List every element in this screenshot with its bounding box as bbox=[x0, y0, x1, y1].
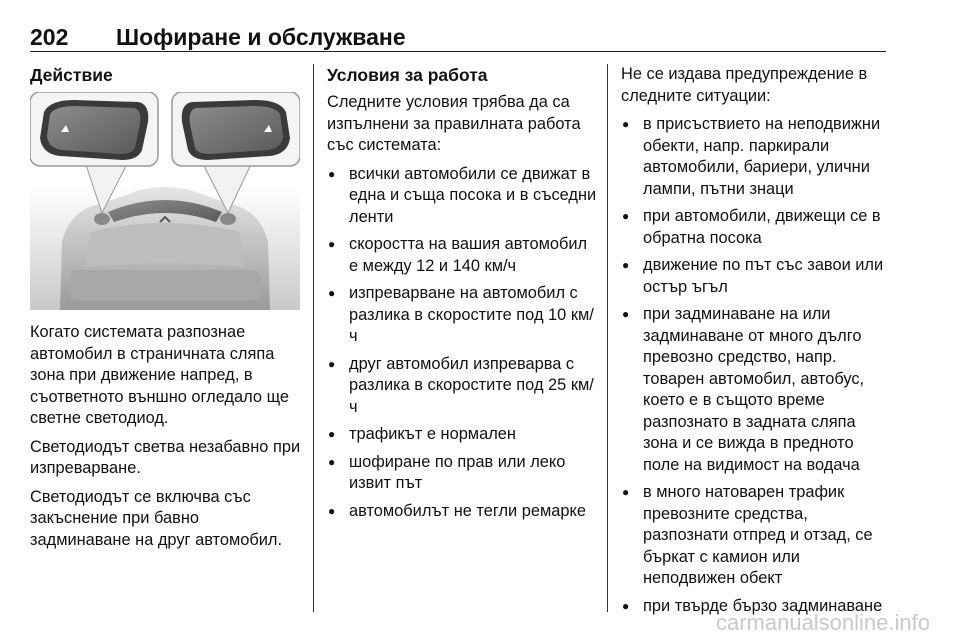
column-divider bbox=[607, 64, 608, 612]
section-heading-conditions: Условия за работа bbox=[327, 65, 488, 85]
list-item: ● в присъствието на неподвижни обекти, напр. паркирали автомобили, бариери, улични лампи, пътни знаци bbox=[621, 114, 891, 200]
column-1-text bbox=[30, 322, 302, 558]
paragraph: Следните условия трябва да са изпълнени за правилната работа със системата: bbox=[327, 93, 581, 154]
no-warning-list bbox=[621, 114, 891, 617]
list-item: ● движение по път със завои или остър ъгъл bbox=[621, 255, 891, 298]
paragraph: Не се издава предупреждение в следните ситуации: bbox=[621, 65, 868, 105]
column-divider bbox=[313, 64, 314, 612]
column-3 bbox=[621, 64, 891, 623]
column-2 bbox=[327, 64, 597, 528]
page-header bbox=[30, 24, 890, 52]
list-item: ● всички автомобили се движат в една и съща посока и в съседни ленти bbox=[327, 164, 597, 229]
list-item: ● автомобилът не тегли ремарке bbox=[327, 501, 597, 523]
list-item: ● трафикът е нормален bbox=[327, 424, 597, 446]
paragraph: Светодиодът светва незабавно при изпреварване. bbox=[30, 437, 301, 477]
section-heading-operation: Действие bbox=[30, 65, 113, 85]
paragraph: Светодиодът се включва със закъснение при бавно задминаване на друг автомобил. bbox=[30, 487, 283, 549]
list-item: ● скоростта на вашия автомобил е между 12 и 140 км/ч bbox=[327, 234, 597, 277]
column-1 bbox=[30, 64, 302, 92]
watermark: carmanualsonline.info bbox=[715, 610, 930, 635]
conditions-list bbox=[327, 164, 597, 523]
list-item: ● изпреварване на автомобил с разлика в скоростите под 10 км/ч bbox=[327, 283, 597, 348]
chapter-title: Шофиране и обслужване bbox=[116, 24, 406, 50]
page-number: 202 bbox=[30, 24, 69, 50]
list-item: ● при автомобили, движещи се в обратна посока bbox=[621, 206, 891, 249]
list-item: ● при задминаване на или задминаване от много дълго превозно средство, напр. товарен автомобил, автобус, което е в същото време разпознато в задната сляпа зона и се вижда в предното поле на видимост на водача bbox=[621, 304, 891, 476]
list-item: ● шофиране по прав или леко извит път bbox=[327, 452, 597, 495]
paragraph: Когато системата разпознае автомобил в страничната сляпа зона при движение напред, в съответното външно огледало ще светне светодиод. bbox=[30, 323, 289, 427]
header-rule bbox=[30, 51, 886, 52]
list-item: ● в много натоварен трафик превозните средства, разпознати отпред и отзад, се бъркат с камион или неподвижен обект bbox=[621, 482, 891, 590]
list-item: ● при твърде бързо задминаване bbox=[621, 596, 891, 618]
list-item: ● друг автомобил изпреварва с разлика в скоростите под 25 км/ч bbox=[327, 354, 597, 419]
mirror-illustration bbox=[30, 92, 300, 310]
